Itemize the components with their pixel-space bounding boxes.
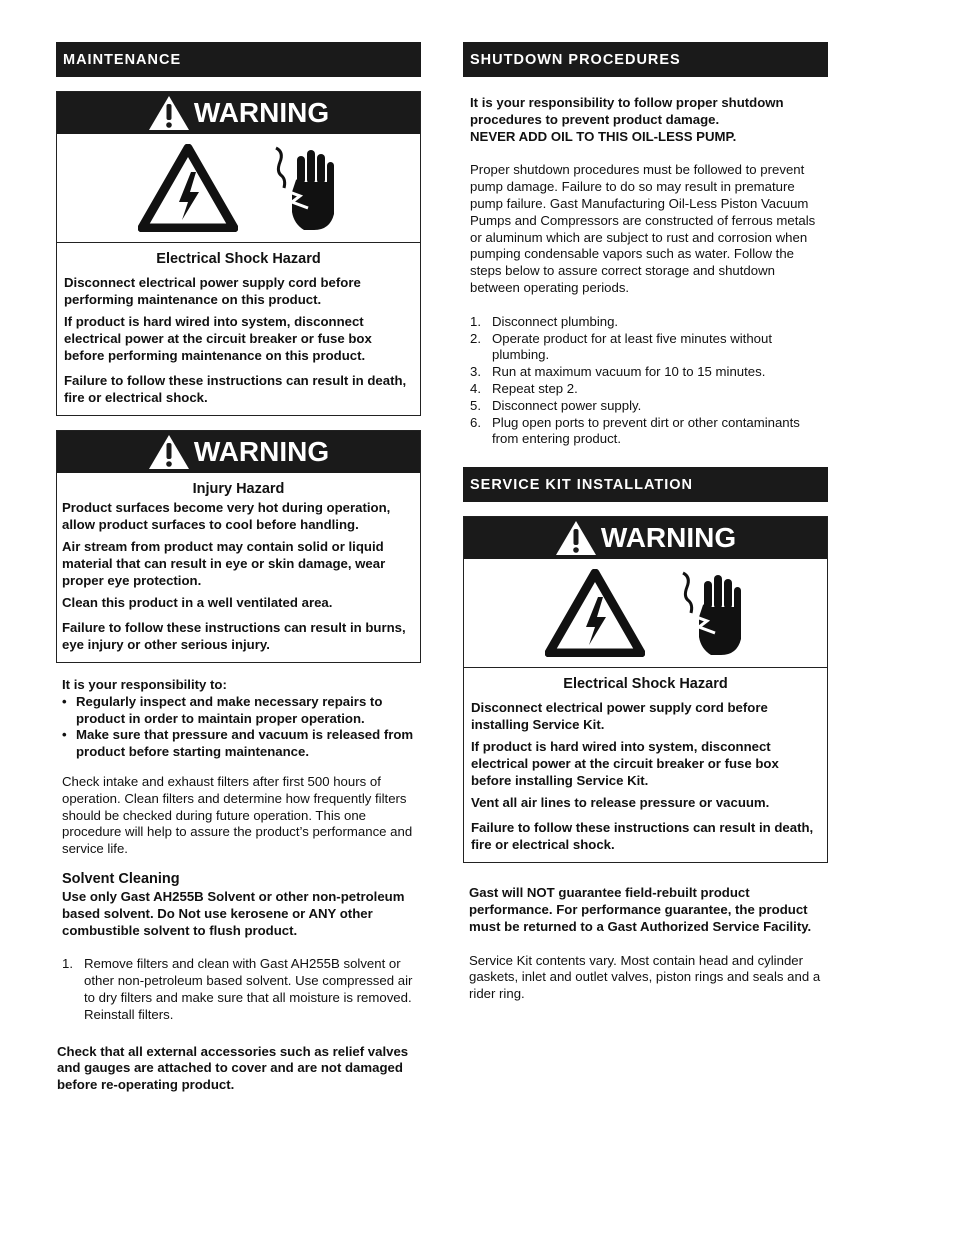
warning-banner: [464, 517, 827, 559]
accessories-note: Check that all external accessories such as relief valves and gauges are attached to cover and are not damaged before re-operating product.: [57, 1043, 409, 1093]
step-number: 6.: [470, 414, 481, 430]
list-item: • Make sure that pressure and vacuum is released from product before starting maintenance.: [62, 727, 415, 761]
filters-paragraph: Check intake and exhaust filters after first 500 hours of operation. Clean filters and determine how frequently filters should be checked during future operation. This one procedure will help to assure the product’s performance and service life.: [62, 773, 413, 857]
warning-text: Disconnect electrical power supply cord before installing Service Kit.: [471, 700, 768, 733]
warning-text: Air stream from product may contain solid or liquid material that can result in eye or skin damage, wear proper eye protection.: [62, 539, 386, 588]
solvent-cleaning-text: Use only Gast AH255B Solvent or other non-petroleum based solvent. Do Not use kerosene or ANY other combustible solvent to flush product.: [62, 888, 405, 938]
step-number: 5.: [470, 397, 481, 413]
responsibility-list: [62, 694, 415, 761]
warning-triangle-icon: [148, 95, 190, 131]
shutdown-steps: [470, 314, 821, 448]
electrical-shock-warning: [56, 91, 421, 416]
warning-text: Disconnect electrical power supply cord before performing maintenance on this product.: [64, 275, 361, 307]
step-number: 4.: [470, 380, 481, 396]
warning-triangle-icon: [148, 434, 190, 470]
step-text: Disconnect plumbing.: [492, 313, 619, 329]
warning-label: WARNING: [193, 436, 330, 467]
list-item: • Regularly inspect and make necessary repairs to product in order to maintain proper operation.: [62, 694, 415, 728]
shutdown-header: SHUTDOWN PROCEDURES: [463, 42, 828, 77]
electrical-hazard-icon: [545, 569, 645, 657]
step-number: 1.: [470, 313, 481, 329]
warning-text: Product surfaces become very hot during operation, allow product surfaces to cool before handling.: [62, 500, 391, 532]
warning-title: Electrical Shock Hazard: [563, 676, 728, 693]
list-item: [470, 314, 821, 331]
warning-text: Failure to follow these instructions can result in death, fire or electrical shock.: [64, 373, 407, 405]
maintenance-column: [56, 42, 421, 1094]
hazard-pictograms: [57, 134, 420, 243]
warning-banner: [57, 92, 420, 134]
warning-text: Failure to follow these instructions can result in death, fire or electrical shock.: [471, 820, 814, 853]
maintenance-header: MAINTENANCE: [56, 42, 421, 77]
step-text: Operate product for at least five minutes without plumbing.: [492, 330, 773, 363]
electrical-hazard-icon: [138, 144, 238, 232]
warning-text: If product is hard wired into system, disconnect electrical power at the circuit breaker or fuse box before installing Service Kit.: [471, 739, 779, 789]
warning-title: Electrical Shock Hazard: [156, 251, 321, 267]
warning-text: If product is hard wired into system, disconnect electrical power at the circuit breaker or fuse box before performing maintenance on this product.: [64, 314, 372, 363]
service-kit-header: SERVICE KIT INSTALLATION: [463, 467, 828, 502]
step-text: Remove filters and clean with Gast AH255B solvent or other non-petroleum based solvent. Use compressed air to dry filters and make sure that all moisture is removed. Reinstall filters.: [84, 956, 413, 1022]
warning-triangle-icon: [555, 520, 597, 556]
solvent-steps: [62, 956, 415, 1023]
list-item: [470, 364, 821, 381]
no-oil-notice: NEVER ADD OIL TO THIS OIL-LESS PUMP.: [470, 128, 737, 144]
step-text: Disconnect power supply.: [492, 397, 642, 413]
step-text: Repeat step 2.: [492, 380, 578, 396]
list-item: [470, 381, 821, 398]
warning-banner: [57, 431, 420, 473]
list-item: [470, 398, 821, 415]
list-item: [62, 956, 415, 1023]
service-kit-warning: [463, 516, 828, 863]
warning-label: WARNING: [193, 97, 330, 128]
shutdown-intro: It is your responsibility to follow proper shutdown procedures to prevent product damage.: [470, 95, 784, 127]
step-number: 1.: [62, 956, 73, 972]
guarantee-notice: Gast will NOT guarantee field-rebuilt product performance. For performance guarantee, the product must be returned to a Gast Authorized Service Facility.: [469, 885, 812, 934]
step-text: Plug open ports to prevent dirt or other contaminants from entering product.: [492, 414, 800, 447]
hazard-pictograms: [464, 559, 827, 668]
step-number: 3.: [470, 364, 481, 380]
warning-text: Clean this product in a well ventilated area.: [62, 595, 333, 610]
step-text: Run at maximum vacuum for 10 to 15 minutes.: [492, 364, 766, 380]
warning-text: Vent all air lines to release pressure or vacuum.: [471, 795, 770, 811]
kit-contents-paragraph: Service Kit contents vary. Most contain head and cylinder gaskets, inlet and outlet valves, piston rings and seals and a rider ring.: [469, 952, 821, 1002]
injury-hazard-warning: [56, 430, 421, 663]
solvent-cleaning-title: Solvent Cleaning: [62, 870, 180, 887]
right-column: [463, 42, 828, 1003]
shutdown-paragraph: Proper shutdown procedures must be followed to prevent pump damage. Failure to do so may result in premature pump failure. Gast Manufacturing Oil-Less Piston Vacuum Pumps and Compressors are constructed of ferrous metals or aluminum which are subject to rust and corrosion when pumping condensable vapors such as water. Follow the steps below to assure correct storage and shutdown between operating periods.: [470, 162, 816, 295]
hand-shock-icon: [677, 567, 747, 659]
hand-shock-icon: [270, 142, 340, 234]
warning-text: Failure to follow these instructions can result in burns, eye injury or other serious injury.: [62, 620, 406, 652]
warning-label: WARNING: [600, 522, 737, 554]
list-item: [470, 331, 821, 365]
step-number: 2.: [470, 330, 481, 346]
warning-title: Injury Hazard: [192, 481, 285, 497]
list-item: [470, 415, 821, 449]
responsibility-intro: It is your responsibility to:: [62, 677, 227, 692]
